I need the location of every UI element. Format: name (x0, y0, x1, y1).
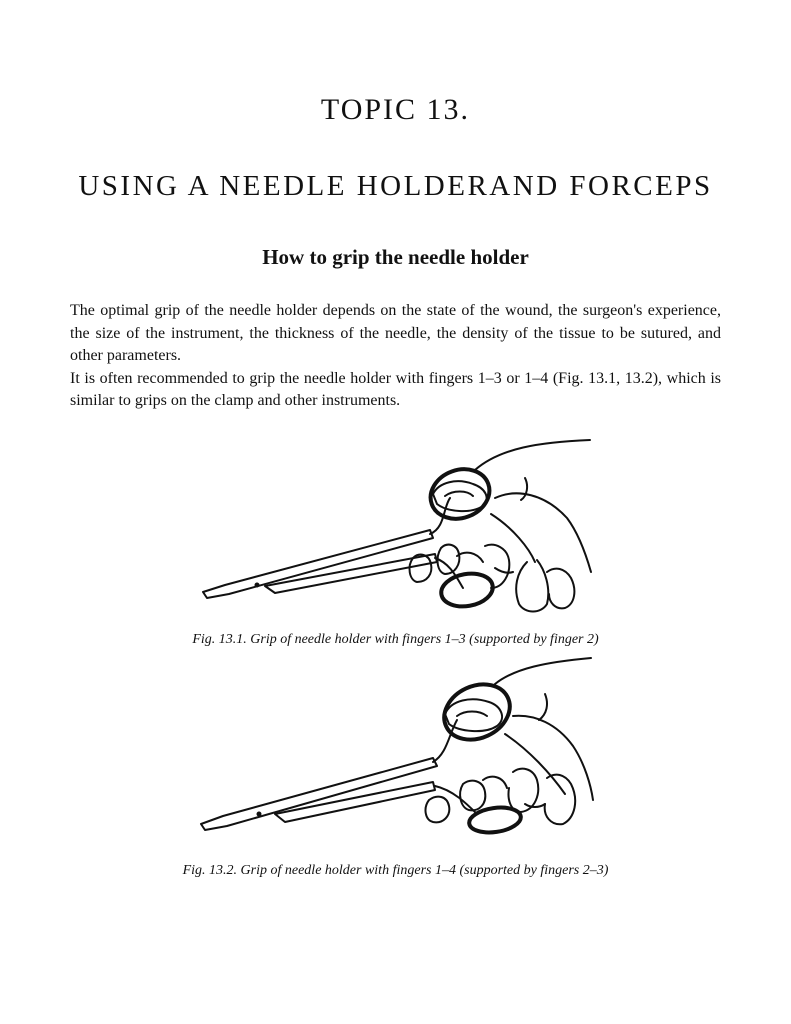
chapter-title: USING A NEEDLE HOLDERAND FORCEPS (78, 170, 713, 202)
finger-outline (460, 781, 485, 811)
topic-title: TOPIC 13. (320, 93, 471, 126)
figure-13-1-illustration (195, 438, 605, 618)
figure-13-2-illustration (195, 654, 605, 842)
needle-holder-pivot (257, 812, 262, 817)
finger-outline (438, 545, 460, 574)
needle-holder-grip-drawing-2 (195, 654, 605, 842)
needle-holder-grip-drawing-1 (195, 438, 605, 618)
knuckle-lines (525, 694, 547, 807)
section-heading: How to grip the needle holder (262, 245, 529, 269)
hand-outline (457, 440, 591, 612)
figure-13-1-caption: Fig. 13.1. Grip of needle holder with fingers 1–3 (supported by finger 2) (192, 632, 599, 647)
needle-holder-lower-ring (439, 570, 496, 611)
thumb-outline (433, 481, 487, 511)
knuckle-lines (495, 478, 527, 573)
hand-outline (426, 658, 593, 824)
body-text (70, 300, 721, 413)
thumb-nail (457, 712, 487, 717)
paragraph: It is often recommended to grip the needle holder with fingers 1–3 or 1–4 (Fig. 13.1, 13.2), which is similar to grips on the clamp and other instruments. (70, 369, 721, 409)
needle-holder-pivot (255, 583, 260, 588)
thumb-nail (445, 492, 473, 497)
thumb-outline (445, 699, 502, 731)
figure-13-2-caption: Fig. 13.2. Grip of needle holder with fingers 1–4 (supported by fingers 2–3) (182, 863, 609, 878)
paragraph: The optimal grip of the needle holder depends on the state of the wound, the surgeon's experience, the size of the instrument, the thickness of the needle, the density of the tissue to be sutured, and other parameters. (70, 302, 721, 364)
